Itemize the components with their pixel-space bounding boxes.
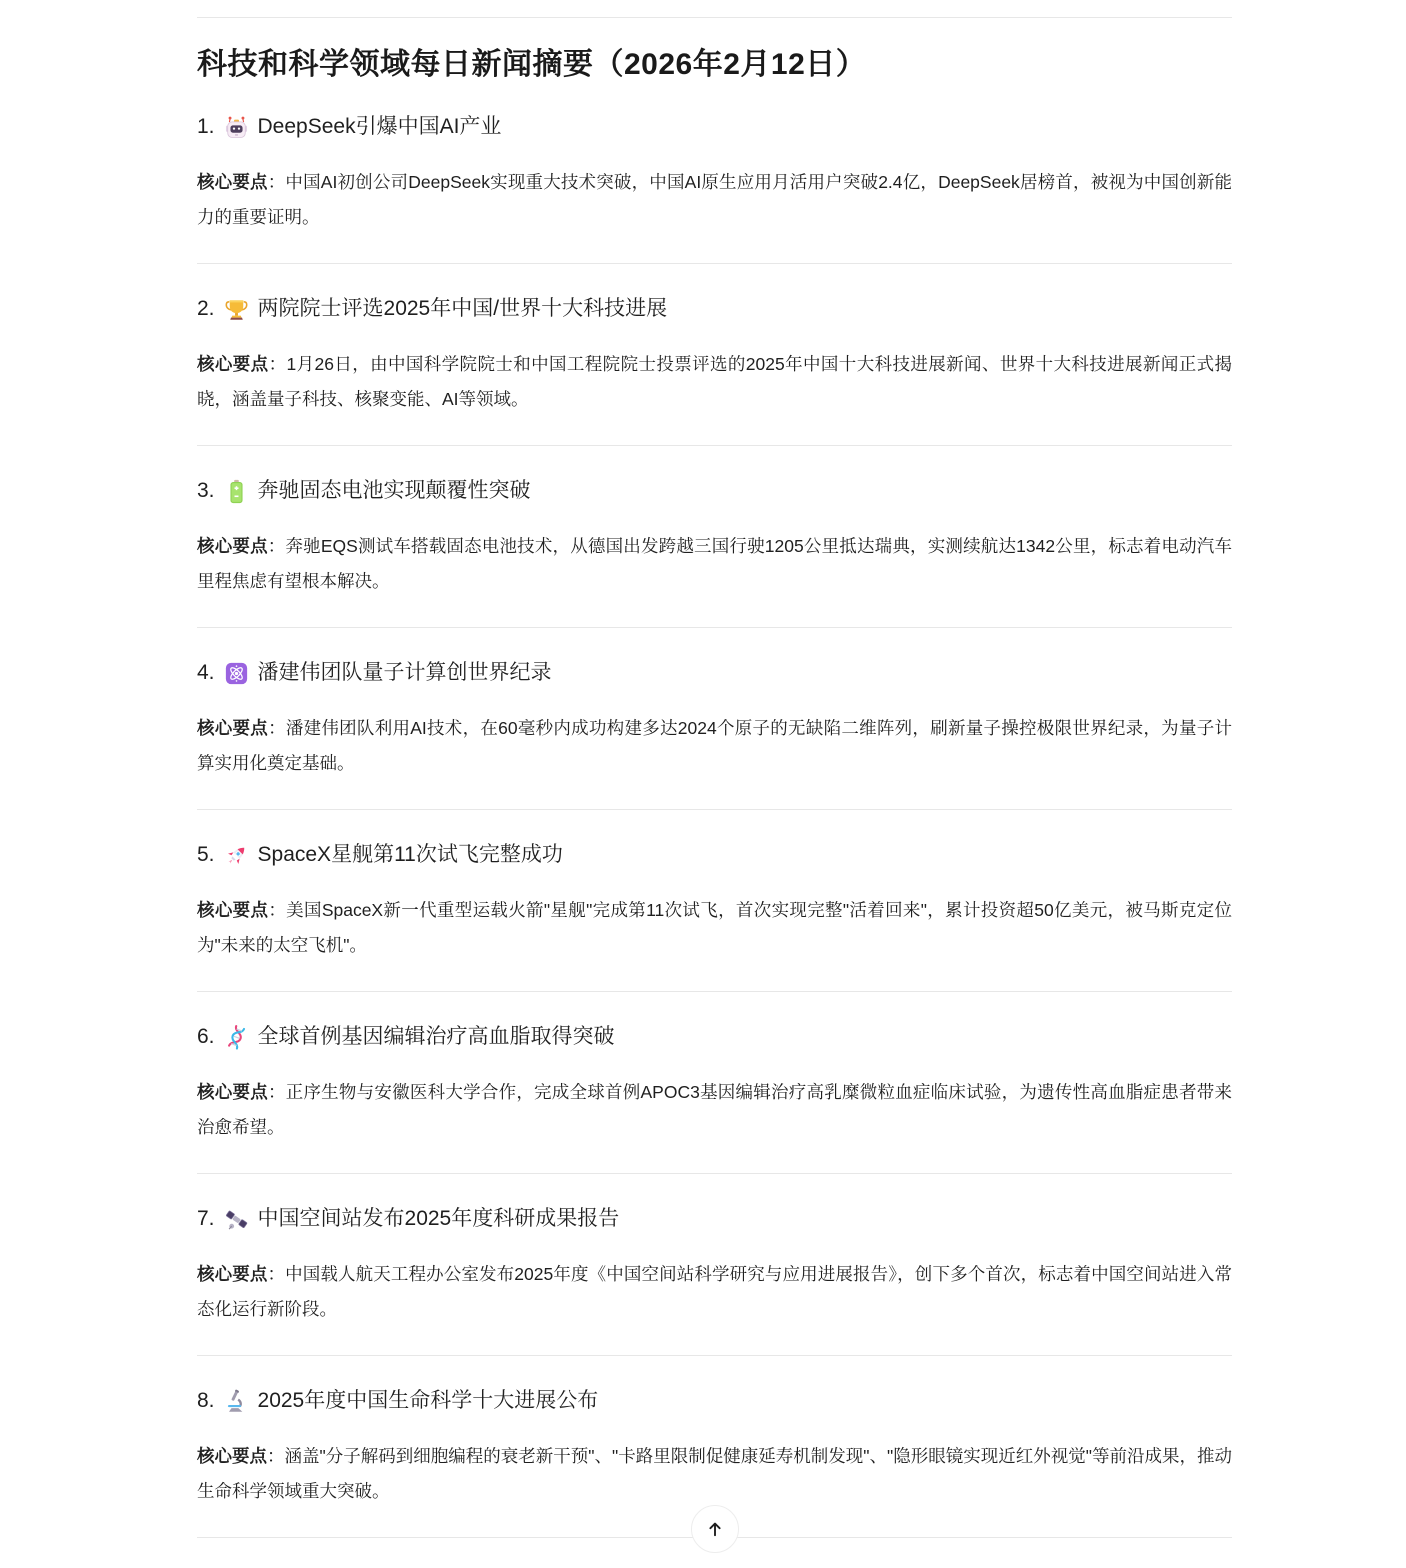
top-divider: [197, 17, 1232, 18]
rocket-icon: [224, 843, 249, 868]
news-item-heading: [197, 112, 1232, 142]
news-item-heading: [197, 1204, 1232, 1234]
item-summary: [197, 1075, 1232, 1145]
item-number: 1.: [197, 115, 215, 138]
item-number: 8.: [197, 1389, 215, 1412]
divider: [197, 1173, 1232, 1174]
item-summary: [197, 165, 1232, 235]
item-summary-label: 核心要点: [197, 354, 269, 374]
news-item-6: [197, 1022, 1232, 1145]
item-number: 6.: [197, 1025, 215, 1048]
item-title-text: 2025年度中国生命科学十大进展公布: [257, 1389, 599, 1412]
item-title-text: 全球首例基因编辑治疗高血脂取得突破: [257, 1025, 615, 1048]
item-summary-label: 核心要点: [197, 718, 269, 738]
item-title-text: 奔驰固态电池实现颠覆性突破: [257, 479, 531, 502]
item-number: 7.: [197, 1207, 215, 1230]
item-summary-text: ：潘建伟团队利用AI技术，在60毫秒内成功构建多达2024个原子的无缺陷二维阵列，刷新量子操控极限世界纪录，为量子计算实用化奠定基础。: [197, 718, 1232, 773]
news-item-heading: [197, 840, 1232, 870]
item-title-text: SpaceX星舰第11次试飞完整成功: [257, 843, 563, 866]
news-item-heading: [197, 476, 1232, 506]
item-summary-text: ：中国载人航天工程办公室发布2025年度《中国空间站科学研究与应用进展报告》，创下多个首次，标志着中国空间站进入常态化运行新阶段。: [197, 1264, 1232, 1319]
satellite-icon: [224, 1207, 249, 1232]
item-summary-text: ：1月26日，由中国科学院院士和中国工程院院士投票评选的2025年中国十大科技进展新闻、世界十大科技进展新闻正式揭晓，涵盖量子科技、核聚变能、AI等领域。: [197, 354, 1232, 409]
item-title-text: 潘建伟团队量子计算创世界纪录: [257, 661, 552, 684]
news-item-heading: [197, 658, 1232, 688]
news-item-4: [197, 658, 1232, 781]
item-summary-label: 核心要点: [197, 536, 268, 556]
news-item-heading: [197, 294, 1232, 324]
item-summary-label: 核心要点: [197, 1446, 268, 1466]
scroll-to-top-button[interactable]: [691, 1505, 739, 1553]
dna-icon: [224, 1025, 249, 1050]
item-summary-text: ：奔驰EQS测试车搭载固态电池技术，从德国出发跨越三国行驶1205公里抵达瑞典，实测续航达1342公里，标志着电动汽车里程焦虑有望根本解决。: [197, 536, 1232, 591]
atom-icon: [224, 661, 249, 686]
item-number: 3.: [197, 479, 215, 502]
item-summary-label: 核心要点: [197, 1264, 268, 1284]
trophy-icon: [224, 297, 249, 322]
item-summary: [197, 1257, 1232, 1327]
item-summary: [197, 529, 1232, 599]
robot-icon: [224, 115, 249, 140]
news-item-7: [197, 1204, 1232, 1327]
news-item-heading: [197, 1022, 1232, 1052]
news-item-1: [197, 112, 1232, 235]
item-summary-text: ：正序生物与安徽医科大学合作，完成全球首例APOC3基因编辑治疗高乳糜微粒血症临床试验，为遗传性高血脂症患者带来治愈希望。: [197, 1082, 1233, 1137]
item-title-text: 两院院士评选2025年中国/世界十大科技进展: [257, 297, 668, 320]
article: [197, 17, 1232, 1556]
item-title-text: DeepSeek引爆中国AI产业: [257, 115, 502, 138]
battery-icon: [224, 479, 249, 504]
news-item-8: [197, 1386, 1232, 1509]
item-summary: [197, 893, 1232, 963]
page-title: 科技和科学领域每日新闻摘要（2026年2月12日）: [197, 48, 867, 81]
divider: [197, 809, 1232, 810]
arrow-up-icon: [705, 1519, 725, 1539]
news-item-3: [197, 476, 1232, 599]
item-summary-text: ：中国AI初创公司DeepSeek实现重大技术突破，中国AI原生应用月活用户突破2.4亿，DeepSeek居榜首，被视为中国创新能力的重要证明。: [197, 172, 1232, 227]
item-summary: [197, 347, 1232, 417]
microscope-icon: [224, 1389, 249, 1414]
item-summary-label: 核心要点: [197, 900, 269, 920]
item-title-text: 中国空间站发布2025年度科研成果报告: [257, 1207, 620, 1230]
item-summary: [197, 1439, 1232, 1509]
divider: [197, 991, 1232, 992]
item-summary-text: ：涵盖"分子解码到细胞编程的衰老新干预"、"卡路里限制促健康延寿机制发现"、"隐形眼镜实现近红外视觉"等前沿成果，推动生命科学领域重大突破。: [197, 1446, 1232, 1501]
item-summary-label: 核心要点: [197, 172, 268, 192]
footer: [197, 1537, 1232, 1556]
item-summary-text: ：美国SpaceX新一代重型运载火箭"星舰"完成第11次试飞，首次实现完整"活着回来"，累计投资超50亿美元，被马斯克定位为"未来的太空飞机"。: [197, 900, 1233, 955]
divider: [197, 1355, 1232, 1356]
item-number: 4.: [197, 661, 215, 684]
divider: [197, 445, 1232, 446]
item-summary: [197, 711, 1232, 781]
divider: [197, 263, 1232, 264]
news-item-2: [197, 294, 1232, 417]
divider: [197, 627, 1232, 628]
item-number: 2.: [197, 297, 215, 320]
news-item-heading: [197, 1386, 1232, 1416]
item-number: 5.: [197, 843, 215, 866]
item-summary-label: 核心要点: [197, 1082, 268, 1102]
news-item-5: [197, 840, 1232, 963]
